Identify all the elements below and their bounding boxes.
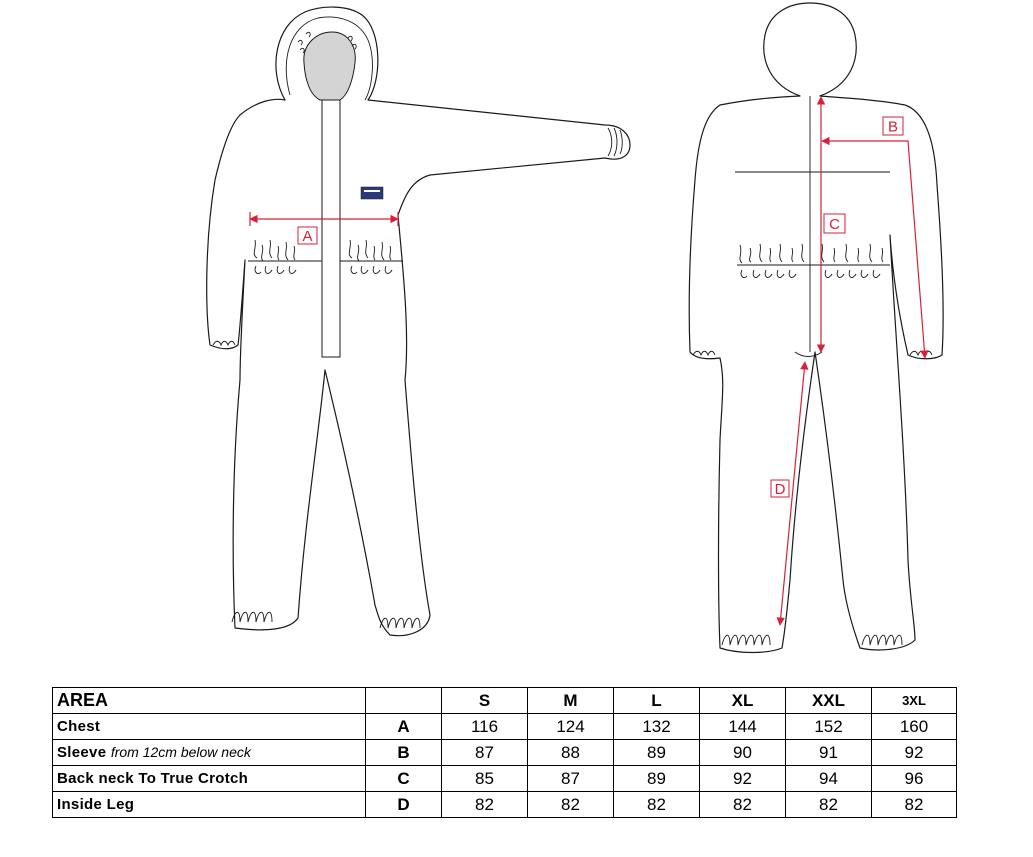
table-cell: 82 — [786, 792, 872, 818]
table-cell: 152 — [786, 714, 872, 740]
row-code: D — [366, 792, 442, 818]
table-row — [53, 792, 957, 818]
table-cell: 92 — [872, 740, 957, 766]
table-cell: 94 — [786, 766, 872, 792]
code-header — [366, 688, 442, 714]
row-name: Chest — [53, 714, 366, 740]
row-note: from 12cm below neck — [110, 744, 251, 760]
table-cell: 87 — [528, 766, 614, 792]
table-cell: 82 — [614, 792, 700, 818]
row-code: C — [366, 766, 442, 792]
table-cell: 132 — [614, 714, 700, 740]
row-name: Back neck To True Crotch — [53, 766, 366, 792]
marker-b: B — [887, 118, 899, 136]
table-row — [53, 740, 957, 766]
table-cell: 82 — [528, 792, 614, 818]
table-cell: 144 — [700, 714, 786, 740]
table-cell: 82 — [700, 792, 786, 818]
table-cell: 89 — [614, 766, 700, 792]
marker-a: A — [302, 228, 313, 245]
table-cell: 85 — [442, 766, 528, 792]
table-row — [53, 714, 957, 740]
table-cell: 87 — [442, 740, 528, 766]
table-cell: 82 — [442, 792, 528, 818]
table-cell: 92 — [700, 766, 786, 792]
table-cell: 90 — [700, 740, 786, 766]
marker-c: C — [829, 216, 840, 233]
table-row — [53, 766, 957, 792]
area-header: AREA — [53, 688, 366, 714]
table-cell: 160 — [872, 714, 957, 740]
table-cell: 88 — [528, 740, 614, 766]
size-header: S — [442, 688, 528, 714]
size-table — [52, 687, 957, 818]
size-header: 3XL — [872, 688, 957, 714]
coverall-front-drawing — [207, 7, 630, 636]
table-cell: 91 — [786, 740, 872, 766]
coverall-back-drawing — [689, 3, 943, 653]
row-code: B — [366, 740, 442, 766]
table-cell: 96 — [872, 766, 957, 792]
table-cell: 124 — [528, 714, 614, 740]
table-cell: 116 — [442, 714, 528, 740]
size-header: L — [614, 688, 700, 714]
table-header-row — [53, 688, 957, 714]
size-header: XL — [700, 688, 786, 714]
table-cell: 89 — [614, 740, 700, 766]
table-cell: 82 — [872, 792, 957, 818]
row-name: Inside Leg — [53, 792, 366, 818]
row-code: A — [366, 714, 442, 740]
size-header: M — [528, 688, 614, 714]
row-name: Sleeve from 12cm below neck — [53, 740, 366, 766]
marker-d: D — [774, 481, 786, 498]
chest-logo-label — [361, 187, 383, 199]
size-header: XXL — [786, 688, 872, 714]
